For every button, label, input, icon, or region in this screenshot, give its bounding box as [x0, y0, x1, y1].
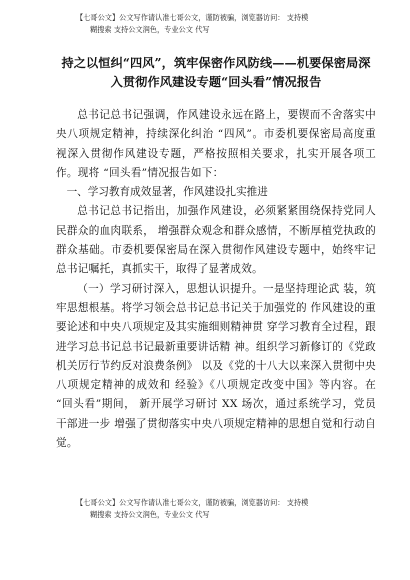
footer-note-line2: 糊搜索 支持公文润色，专业公文 代写: [90, 510, 210, 519]
body-paragraph-3: （一）学习研讨深入，思想认识提升。一是坚持理论武 装，筑牢思想根基。将学习领会总书记总书记关于加强党的 作风建设的重要论述和中央八项规定及其实施细则精神贯 穿学习教育全过程，跟进学习总书记总书记最新重要讲话精 神。组织学习新修订的《党政机关厉行节约反对浪费条例》 以及《党的十八大以来深入贯彻中央八项规定精神的成效和 经验》《八项规定改变中国》等内容。在 “回头看”期间， 新开展学习研讨 XX 场次，通过系统学习，党员干部进一步 增强了贯彻落实中央八项规定精神的思想自觉和行动自觉。: [56, 282, 376, 450]
header-watermark-note: [76, 12, 376, 36]
body-paragraph-2: 总书记总书记指出，加强作风建设，必须紧紧围绕保持党同人民群众的血肉联系， 增强群众观念和群众感情，不断厚植党执政的群众基础。市委机要保密局在深入贯彻作风建设专题中，始终牢记总书记嘱托，真抓实干，取得了显著成效。: [56, 205, 376, 276]
title-line2: 入贯彻作风建设专题“回头看”情况报告: [110, 75, 322, 89]
document-page: [56, 54, 376, 453]
header-note-line1: 【七哥公文】公文写作请认准七哥公文，谨防被骗，浏览器访问： 支持模: [76, 13, 309, 22]
footer-note-line1: 【七哥公文】公文写作请认准七哥公文，谨防被骗，浏览器访问： 支持模: [76, 498, 309, 507]
footer-watermark-note: [76, 497, 376, 521]
document-title: [56, 54, 376, 92]
title-line1: 持之以恒纠“四风”，筑牢保密作风防线——机要保密局深: [61, 56, 371, 70]
header-note-line2: 糊搜索 支持公文润色，专业公文 代写: [90, 25, 210, 34]
section-heading-1: 一、学习教育成效显著，作风建设扎实推进: [66, 186, 268, 199]
intro-paragraph: 总书记总书记强调，作风建设永远在路上，要锲而不舍落实中央八项规定精神，持续深化纠治 “四风”。市委机要保密局高度重视深入贯彻作风建设专题，严格按照相关要求，扎实开展各项工作。现将 “回头看”情况报告如下：: [56, 109, 376, 179]
